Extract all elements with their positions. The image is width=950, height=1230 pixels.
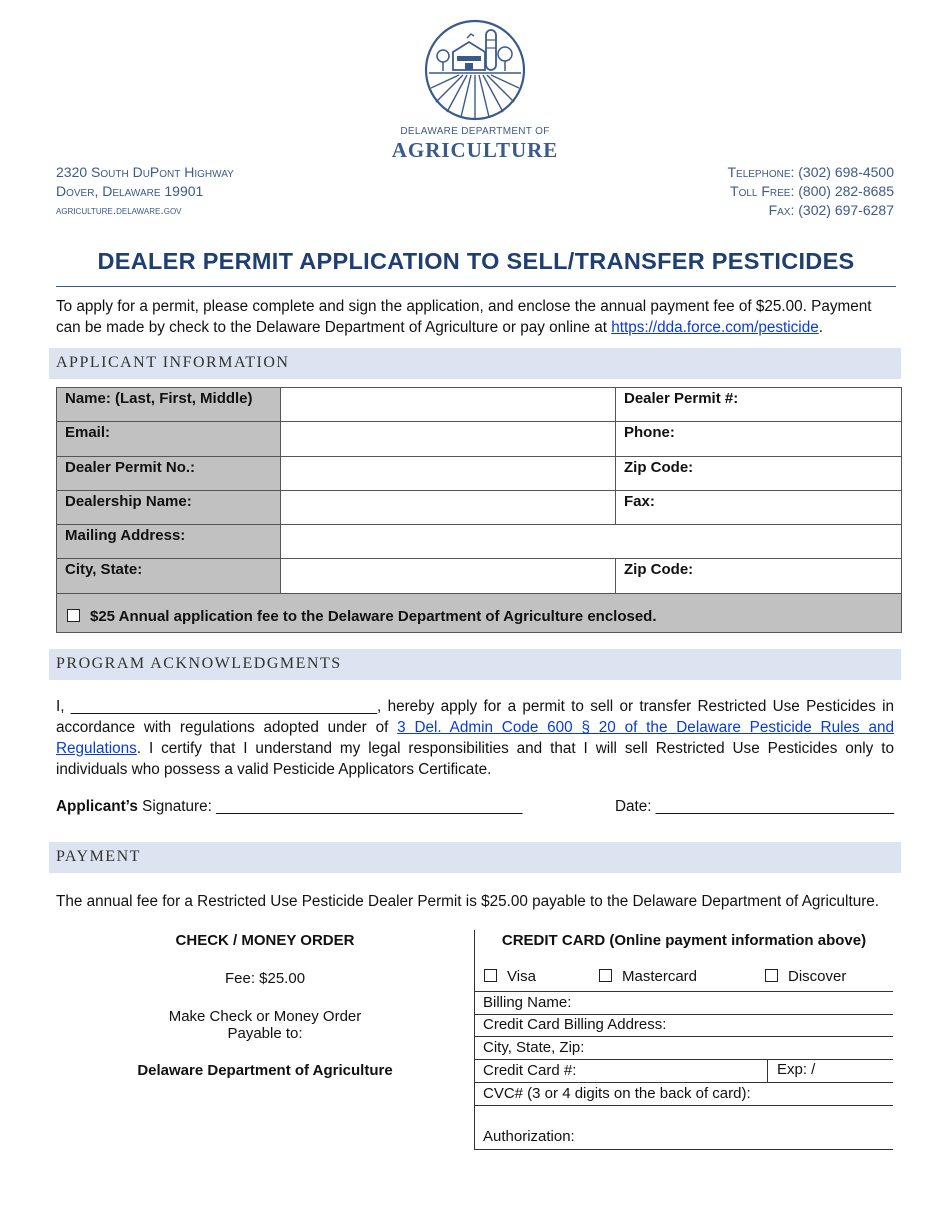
signature-label: Signature: ____________________________________	[137, 798, 523, 815]
dealership-name-label: Dealership Name:	[57, 490, 281, 524]
dealer-permit-no-field[interactable]	[281, 456, 616, 490]
check-fee: Fee: $25.00	[224, 970, 306, 987]
section-program-acknowledgments: PROGRAM ACKNOWLEDGMENTS	[49, 649, 901, 680]
fax-field[interactable]: Fax:	[616, 490, 902, 524]
check-heading: CHECK / MONEY ORDER	[175, 932, 355, 949]
table-row	[57, 456, 902, 490]
title-divider	[56, 286, 896, 287]
mailing-address-label: Mailing Address:	[57, 525, 281, 559]
fee-enclosed-row	[57, 593, 902, 632]
page-title: DEALER PERMIT APPLICATION TO SELL/TRANSFER PESTICIDES	[97, 248, 855, 274]
card-option-discover[interactable]	[765, 968, 846, 985]
authorization-field[interactable]: Authorization:	[475, 1106, 893, 1150]
dealership-name-field[interactable]	[281, 490, 616, 524]
credit-card-number-field[interactable]: Credit Card #:	[475, 1060, 893, 1083]
billing-address-field[interactable]: Credit Card Billing Address:	[475, 1014, 893, 1037]
ack-text-end: . I certify that I understand my legal responsibilities and that I will sell Restricted Use Pesticides only to individuals who possess a valid Pesticide Applicators Certificate.	[56, 740, 894, 778]
table-row	[57, 388, 902, 422]
name-label: Name: (Last, First, Middle)	[57, 388, 281, 422]
city-state-field[interactable]	[281, 559, 616, 593]
website: agriculture.delaware.gov	[56, 203, 182, 217]
name-field[interactable]	[281, 388, 616, 422]
phone-field[interactable]: Phone:	[616, 422, 902, 456]
address-street: 2320 South DuPont Highway	[56, 164, 234, 180]
discover-label: Discover	[788, 968, 847, 985]
address-block	[56, 163, 234, 220]
acknowledgment-paragraph	[56, 696, 894, 780]
intro-paragraph	[56, 296, 896, 338]
credit-card-heading: CREDIT CARD (Online payment information above)	[501, 932, 867, 949]
email-field[interactable]	[281, 422, 616, 456]
card-type-options	[484, 968, 846, 985]
date-line[interactable]: Date: ____________________________	[615, 798, 895, 815]
visa-checkbox[interactable]	[484, 969, 497, 982]
table-row	[57, 559, 902, 593]
exp-field[interactable]: Exp: /	[777, 1061, 816, 1078]
mailing-address-field[interactable]	[281, 525, 902, 559]
ack-text: I, ____________________________________, hereby apply for a permit to sell or transfer Restricted Use Pesticides in accordance with regulations adopted under of	[56, 698, 894, 736]
intro-end: .	[818, 319, 823, 336]
logo-subtitle: DELAWARE DEPARTMENT OF	[400, 126, 550, 137]
email-label: Email:	[57, 422, 281, 456]
agriculture-seal-icon	[423, 18, 527, 122]
section-payment: PAYMENT	[49, 842, 901, 873]
discover-checkbox[interactable]	[765, 969, 778, 982]
cvc-field[interactable]: CVC# (3 or 4 digits on the back of card):	[475, 1083, 893, 1106]
visa-label: Visa	[507, 968, 536, 985]
mastercard-checkbox[interactable]	[599, 969, 612, 982]
table-row	[57, 422, 902, 456]
table-row	[57, 490, 902, 524]
dealer-permit-hash-field[interactable]: Dealer Permit #:	[616, 388, 902, 422]
toll-free: Toll Free: (800) 282-8685	[730, 183, 894, 199]
signature-bold: Applicant’s	[56, 798, 138, 815]
regulations-link[interactable]: 3 Del. Admin Code 600 § 20 of the Delaware Pesticide Rules and Regulations	[56, 719, 894, 757]
exp-divider	[767, 1060, 768, 1083]
fee-enclosed-label: $25 Annual application fee to the Delaware Department of Agriculture enclosed.	[90, 607, 657, 625]
city-state-zip-field[interactable]: City, State, Zip:	[475, 1037, 893, 1060]
address-city: Dover, Delaware 19901	[56, 183, 204, 199]
table-row	[57, 525, 902, 559]
billing-name-field[interactable]: Billing Name:	[475, 991, 893, 1015]
payment-description: The annual fee for a Restricted Use Pesticide Dealer Permit is $25.00 payable to the Delaware Department of Agriculture.	[56, 893, 880, 910]
payment-link[interactable]: https://dda.force.com/pesticide	[611, 319, 819, 336]
signature-line[interactable]	[56, 798, 522, 816]
intro-text: To apply for a permit, please complete and sign the application, and enclose the annual payment fee of $25.00. Payment can be made by check to the Delaware Department of Agriculture or pay online at	[56, 298, 872, 336]
logo	[0, 18, 950, 163]
dealer-permit-no-label: Dealer Permit No.:	[57, 456, 281, 490]
telephone: Telephone: (302) 698-4500	[727, 164, 894, 180]
section-applicant-information: APPLICANT INFORMATION	[49, 348, 901, 379]
logo-title: AGRICULTURE	[391, 138, 559, 162]
payable-line-1: Make Check or Money Order	[168, 1008, 362, 1025]
check-money-order-column	[56, 932, 474, 1079]
fax: Fax: (302) 697-6287	[768, 202, 894, 218]
payee: Delaware Department of Agriculture	[137, 1062, 393, 1079]
city-state-label: City, State:	[57, 559, 281, 593]
mastercard-label: Mastercard	[622, 968, 698, 985]
payable-line-2: Payable to:	[227, 1025, 303, 1042]
zip-code-field-2[interactable]: Zip Code:	[616, 559, 902, 593]
card-option-visa[interactable]	[484, 968, 599, 985]
zip-code-field[interactable]: Zip Code:	[616, 456, 902, 490]
card-option-mastercard[interactable]	[599, 968, 765, 985]
table-row	[57, 593, 902, 632]
applicant-table	[56, 387, 902, 633]
fee-enclosed-checkbox[interactable]	[67, 609, 80, 622]
contact-block	[727, 163, 894, 220]
